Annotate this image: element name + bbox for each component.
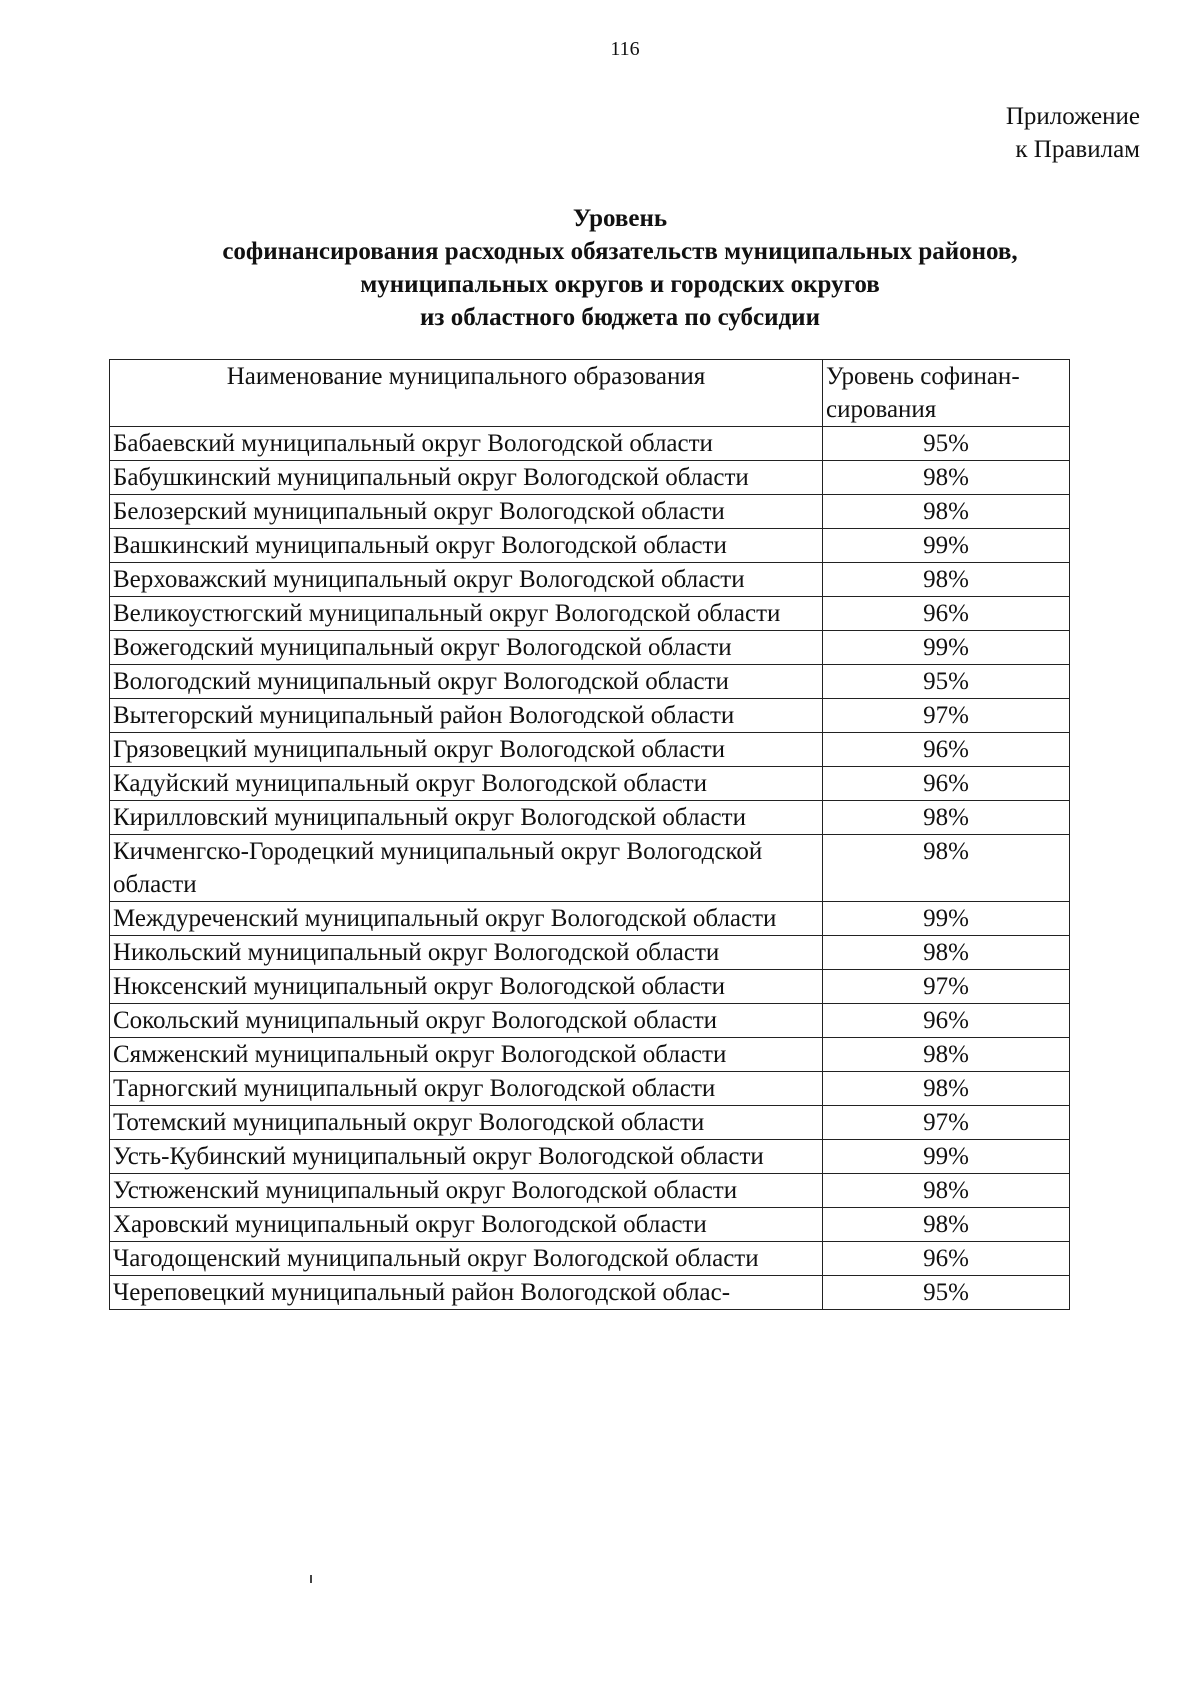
table-row <box>110 970 1070 1004</box>
document-title <box>120 202 1120 334</box>
municipality-name: Тарногский муниципальный округ Вологодской области <box>110 1072 823 1106</box>
cofinancing-level: 97% <box>823 1106 1070 1140</box>
cofinancing-level: 97% <box>823 970 1070 1004</box>
table-row <box>110 1004 1070 1038</box>
municipality-name: Бабушкинский муниципальный округ Вологодской области <box>110 461 823 495</box>
municipality-name: Вологодский муниципальный округ Вологодской области <box>110 665 823 699</box>
cofinancing-level: 98% <box>823 563 1070 597</box>
cofinancing-level: 98% <box>823 1038 1070 1072</box>
cofinancing-level: 95% <box>823 427 1070 461</box>
municipality-name: Нюксенский муниципальный округ Вологодской области <box>110 970 823 1004</box>
table-row <box>110 631 1070 665</box>
table-row <box>110 1276 1070 1310</box>
cofinancing-level: 99% <box>823 902 1070 936</box>
header-name: Наименование муниципального образования <box>110 360 823 427</box>
table-row <box>110 767 1070 801</box>
cofinancing-level: 98% <box>823 1174 1070 1208</box>
municipality-name: Верховажский муниципальный округ Вологодской области <box>110 563 823 597</box>
cofinancing-level: 99% <box>823 631 1070 665</box>
municipality-name: Вытегорский муниципальный район Вологодской области <box>110 699 823 733</box>
title-line-1: Уровень <box>572 205 668 232</box>
municipality-name: Междуреченский муниципальный округ Вологодской области <box>110 902 823 936</box>
table-header-row <box>110 360 1070 427</box>
cofinancing-level: 98% <box>823 1208 1070 1242</box>
appendix-line-2: к Правилам <box>1015 136 1140 163</box>
cofinancing-level: 96% <box>823 597 1070 631</box>
appendix-note <box>1006 100 1140 166</box>
table-row <box>110 427 1070 461</box>
table-row <box>110 699 1070 733</box>
cofinancing-level: 99% <box>823 529 1070 563</box>
title-line-2: софинансирования расходных обязательств муниципальных районов, <box>222 238 1018 265</box>
page-number: 116 <box>610 38 640 60</box>
cofinancing-level: 98% <box>823 936 1070 970</box>
header-level: Уровень софинан-сирования <box>823 360 1070 427</box>
table-row <box>110 597 1070 631</box>
cofinancing-level: 96% <box>823 767 1070 801</box>
table-row <box>110 936 1070 970</box>
cofinancing-level: 95% <box>823 1276 1070 1310</box>
municipality-name: Вашкинский муниципальный округ Вологодской области <box>110 529 823 563</box>
cofinancing-level: 98% <box>823 461 1070 495</box>
municipality-name: Кадуйский муниципальный округ Вологодской области <box>110 767 823 801</box>
cofinancing-level: 99% <box>823 1140 1070 1174</box>
municipality-name: Кичменгско-Городецкий муниципальный округ Вологодской области <box>110 835 823 902</box>
municipality-name: Череповецкий муниципальный район Вологодской облас- <box>110 1276 823 1310</box>
municipality-name: Сокольский муниципальный округ Вологодской области <box>110 1004 823 1038</box>
table-row <box>110 1038 1070 1072</box>
municipality-name: Устюженский муниципальный округ Вологодской области <box>110 1174 823 1208</box>
appendix-line-1: Приложение <box>1005 103 1140 130</box>
table-row <box>110 902 1070 936</box>
municipality-name: Чагодощенский муниципальный округ Вологодской области <box>110 1242 823 1276</box>
municipality-name: Вожегодский муниципальный округ Вологодской области <box>110 631 823 665</box>
municipality-name: Великоустюгский муниципальный округ Вологодской области <box>110 597 823 631</box>
cofinancing-level: 96% <box>823 1242 1070 1276</box>
municipality-name: Сямженский муниципальный округ Вологодской области <box>110 1038 823 1072</box>
municipality-name: Никольский муниципальный округ Вологодской области <box>110 936 823 970</box>
table-row <box>110 733 1070 767</box>
table-row <box>110 461 1070 495</box>
cofinancing-level: 96% <box>823 1004 1070 1038</box>
table-row <box>110 495 1070 529</box>
table-row <box>110 1072 1070 1106</box>
cofinancing-level: 98% <box>823 1072 1070 1106</box>
table-row <box>110 665 1070 699</box>
table-row <box>110 1242 1070 1276</box>
cofinancing-level: 96% <box>823 733 1070 767</box>
municipality-name: Бабаевский муниципальный округ Вологодской области <box>110 427 823 461</box>
table-row <box>110 1106 1070 1140</box>
municipality-name: Белозерский муниципальный округ Вологодской области <box>110 495 823 529</box>
table-row <box>110 835 1070 902</box>
cofinancing-level: 95% <box>823 665 1070 699</box>
table-row <box>110 563 1070 597</box>
municipality-name: Усть-Кубинский муниципальный округ Вологодской области <box>110 1140 823 1174</box>
cofinancing-level: 98% <box>823 495 1070 529</box>
scan-mark <box>310 1575 312 1583</box>
table-row <box>110 801 1070 835</box>
table-row <box>110 1140 1070 1174</box>
municipality-name: Кирилловский муниципальный округ Вологодской области <box>110 801 823 835</box>
table-row <box>110 529 1070 563</box>
municipality-name: Грязовецкий муниципальный округ Вологодской области <box>110 733 823 767</box>
cofinancing-level: 97% <box>823 699 1070 733</box>
cofinancing-level: 98% <box>823 801 1070 835</box>
title-line-3: муниципальных округов и городских округов <box>360 271 880 298</box>
title-line-4: из областного бюджета по субсидии <box>420 304 820 331</box>
municipality-name: Харовский муниципальный округ Вологодской области <box>110 1208 823 1242</box>
cofinancing-level: 98% <box>823 835 1070 902</box>
cofinancing-table <box>109 359 1070 1310</box>
table-row <box>110 1208 1070 1242</box>
municipality-name: Тотемский муниципальный округ Вологодской области <box>110 1106 823 1140</box>
table-row <box>110 1174 1070 1208</box>
